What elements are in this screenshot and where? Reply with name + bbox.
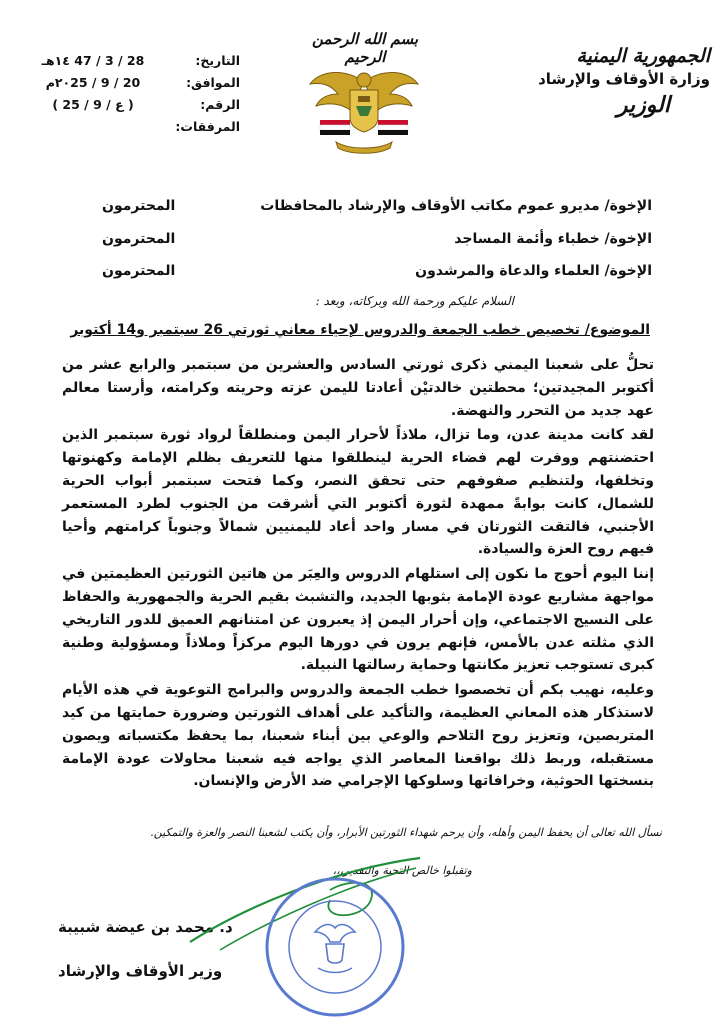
attach-label: المرفقات: xyxy=(175,119,240,134)
date-hijri-label: التاريخ: xyxy=(195,53,240,68)
ref-value: ( ع / 9 / 25 ) xyxy=(52,97,134,112)
addressee-line xyxy=(72,198,652,214)
date-greg-label: الموافق: xyxy=(186,75,240,90)
ref-label: الرقم: xyxy=(200,97,240,112)
addressee-honor: المحترمون xyxy=(102,198,176,214)
ministry-header xyxy=(510,44,710,120)
body-paragraph: لقد كانت مدينة عدن، وما تزال، ملاذاً لأحرار اليمن ومنطلقاً لرواد ثورة سبتمبر الذين احتضنتهم ووفرت لهم فضاء الحرية لينطلقوا منها للتعريف بظلم الإمامة وكهنوتها وتخلفها، ولتنظيم صفوفهم حتى تحقق النصر، وكما فتحت سبتمبر أبواب الحرية للشمال، كانت بوابةً ممهدة لثورة أكتوبر التي أشرقت من الجنوب لطرد المستعمر الأجنبي، فالتقت الثورتان في مسار واحد أعاد لليمنيين شمالاً وجنوباً كرامتهم وأحيا فيهم روح العزة والسيادة. xyxy=(62,427,654,558)
signatory-title: وزير الأوقاف والإرشاد xyxy=(58,962,223,980)
date-hijri-value: 28 / 3 / 47 ١٤هـ xyxy=(41,53,145,68)
closing-line: وتقبلوا خالص التحية والتقدير،،، xyxy=(332,864,472,877)
greeting: السلام عليكم ورحمة الله وبركاته، وبعد : xyxy=(315,294,514,308)
subject-line: الموضوع/ تخصيص خطب الجمعة والدروس لإحياء معاني ثورتي 26 سبتمبر و14 أكتوبر xyxy=(70,322,650,338)
addressee-to: الإخوة/ العلماء والدعاة والمرشدون xyxy=(415,263,652,279)
date-hijri-row xyxy=(8,50,240,72)
minister-title: الوزير xyxy=(616,92,670,118)
body-paragraph: تحلُّ على شعبنا اليمني ذكرى ثورتي السادس والعشرين من سبتمبر والرابع عشر من أكتوبر المجيدتين؛ محطتين خالدتيْن أعادتا لليمن عزته وحريته وكرامته، وأرستا معالم عهد جديد من التحرر والنهضة. xyxy=(62,357,654,419)
date-fields xyxy=(8,50,240,138)
republic-name: الجمهورية اليمنية xyxy=(576,45,710,67)
addressee-to: الإخوة/ خطباء وأئمة المساجد xyxy=(454,231,652,247)
ref-row xyxy=(8,94,240,116)
body-paragraph: إننا اليوم أحوج ما نكون إلى استلهام الدروس والعِبَر من هاتين الثورتين العظيمتين في مواجهة مشاريع عودة الإمامة بثوبها الجديد، والتشبث بقيم الحرية والجمهورية والحفاظ على النسيج الاجتماعي، وإن أحرار اليمن إذ يعبرون عن امتنانهم العميق للدور التاريخي الذي مثلته عدن بالأمس، فإنهم يرون في دورها اليوم مركزاً وملاذاً ومسؤولية وطنية كبرى تستوجب تعزيز مكانتها وحماية رسالتها النبيلة. xyxy=(62,566,654,674)
date-greg-value: 20 / 9 / ٢٠25م xyxy=(45,75,141,90)
ministry-stamp-icon xyxy=(260,872,410,1022)
body-paragraph: وعليه، نهيب بكم أن تخصصوا خطب الجمعة والدروس والبرامج التوعوية في هذه الأيام لاستذكار هذه المعاني العظيمة، والتأكيد على أهداف الثورتين وضرورة حمايتها من كيد المتربصين، وتعزيز روح التلاحم والوعي بين أبناء شعبنا، بما يحفظ مكتسباته ويصون مستقبله، وربط ذلك بواقعنا المعاصر الذي يواجه فيه شعبنا محاولات عودة الإمامة بنسختها الحوثية، وخرافاتها وسلوكها الإجرامي ضد الأرض والإنسان. xyxy=(62,682,654,790)
basmala: بسم الله الرحمن الرحيم xyxy=(311,30,419,66)
ministry-name: وزارة الأوقاف والإرشاد xyxy=(538,70,710,88)
addressee-line xyxy=(72,263,652,279)
date-greg-row xyxy=(8,72,240,94)
prayer-line: نسأل الله تعالى أن يحفظ اليمن وأهله، وأن يرحم شهداء الثورتين الأبرار، وأن يكتب لشعبنا النصر والعزة والتمكين. xyxy=(150,826,662,839)
addressee-honor: المحترمون xyxy=(102,263,176,279)
yemen-eagle-emblem-icon xyxy=(306,60,422,158)
addressee-to: الإخوة/ مديرو عموم مكاتب الأوقاف والإرشاد بالمحافظات xyxy=(260,198,652,214)
addressee-honor: المحترمون xyxy=(102,231,176,247)
attach-row xyxy=(8,116,240,138)
signatory-name: د. محمد بن عيضة شبيبة xyxy=(58,918,233,936)
letter-body xyxy=(62,354,654,795)
addressee-line xyxy=(72,231,652,247)
